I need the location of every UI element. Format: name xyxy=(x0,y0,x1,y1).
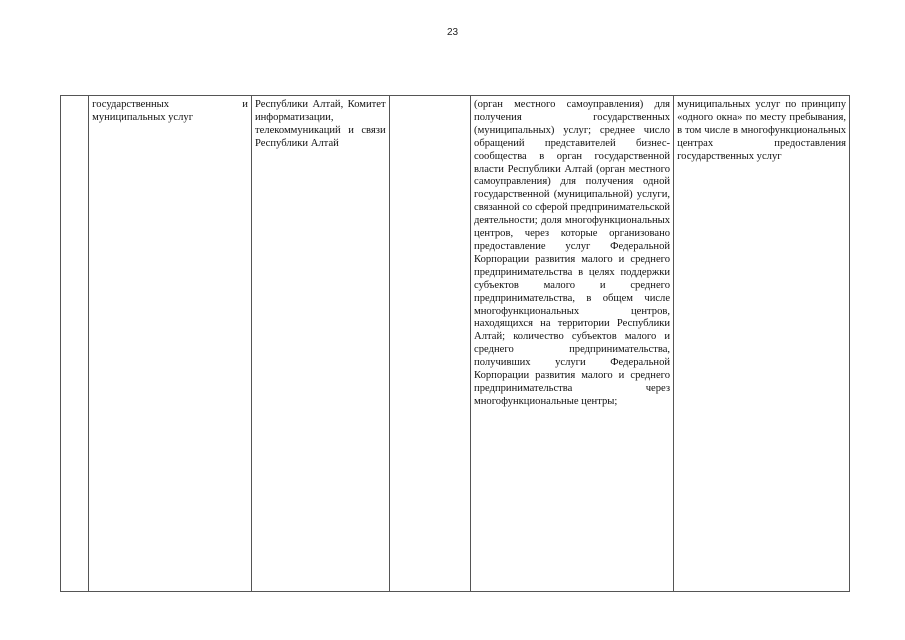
cell-responsible-text: Республики Алтай, Комитет информатизации, телекоммуникаций и связи Республики Алтай xyxy=(254,99,386,149)
cell-deadline xyxy=(389,96,470,592)
page-number: 23 xyxy=(446,27,459,38)
table-row xyxy=(61,96,850,592)
cell-number xyxy=(61,96,89,592)
cell-responsible xyxy=(251,96,389,592)
document-table xyxy=(60,95,850,592)
cell-indicators xyxy=(471,96,674,592)
cell-service-name-text: государственных и муниципальных услуг xyxy=(92,99,248,123)
cell-service-name xyxy=(89,96,252,592)
cell-indicators-text: (орган местного самоуправления) для получения государственных (муниципальных) услуг; среднее число обращений представителей бизнес-сообщества в орган государственной власти Республики Алтай (орган местного самоуправления) для получения одной государственной (муниципальной) услуги, связанной со сферой предпринимательской деятельности; доля многофункциональных центров, через которые организовано предоставление услуг Федеральной Корпорации развития малого и среднего предпринимательства в целях поддержки субъектов малого и среднего предпринимательства, в общем числе многофункциональных центров, находящихся на территории Республики Алтай; количество субъектов малого и среднего предпринимательства, получивших услуги Федеральной Корпорации развития малого и среднего предпринимательства через многофункциональные центры; xyxy=(474,99,671,407)
cell-result xyxy=(674,96,850,592)
cell-result-text: муниципальных услуг по принципу «одного окна» по месту пребывания, в том числе в многофункциональных центрах предоставления государственных услуг xyxy=(677,99,846,162)
